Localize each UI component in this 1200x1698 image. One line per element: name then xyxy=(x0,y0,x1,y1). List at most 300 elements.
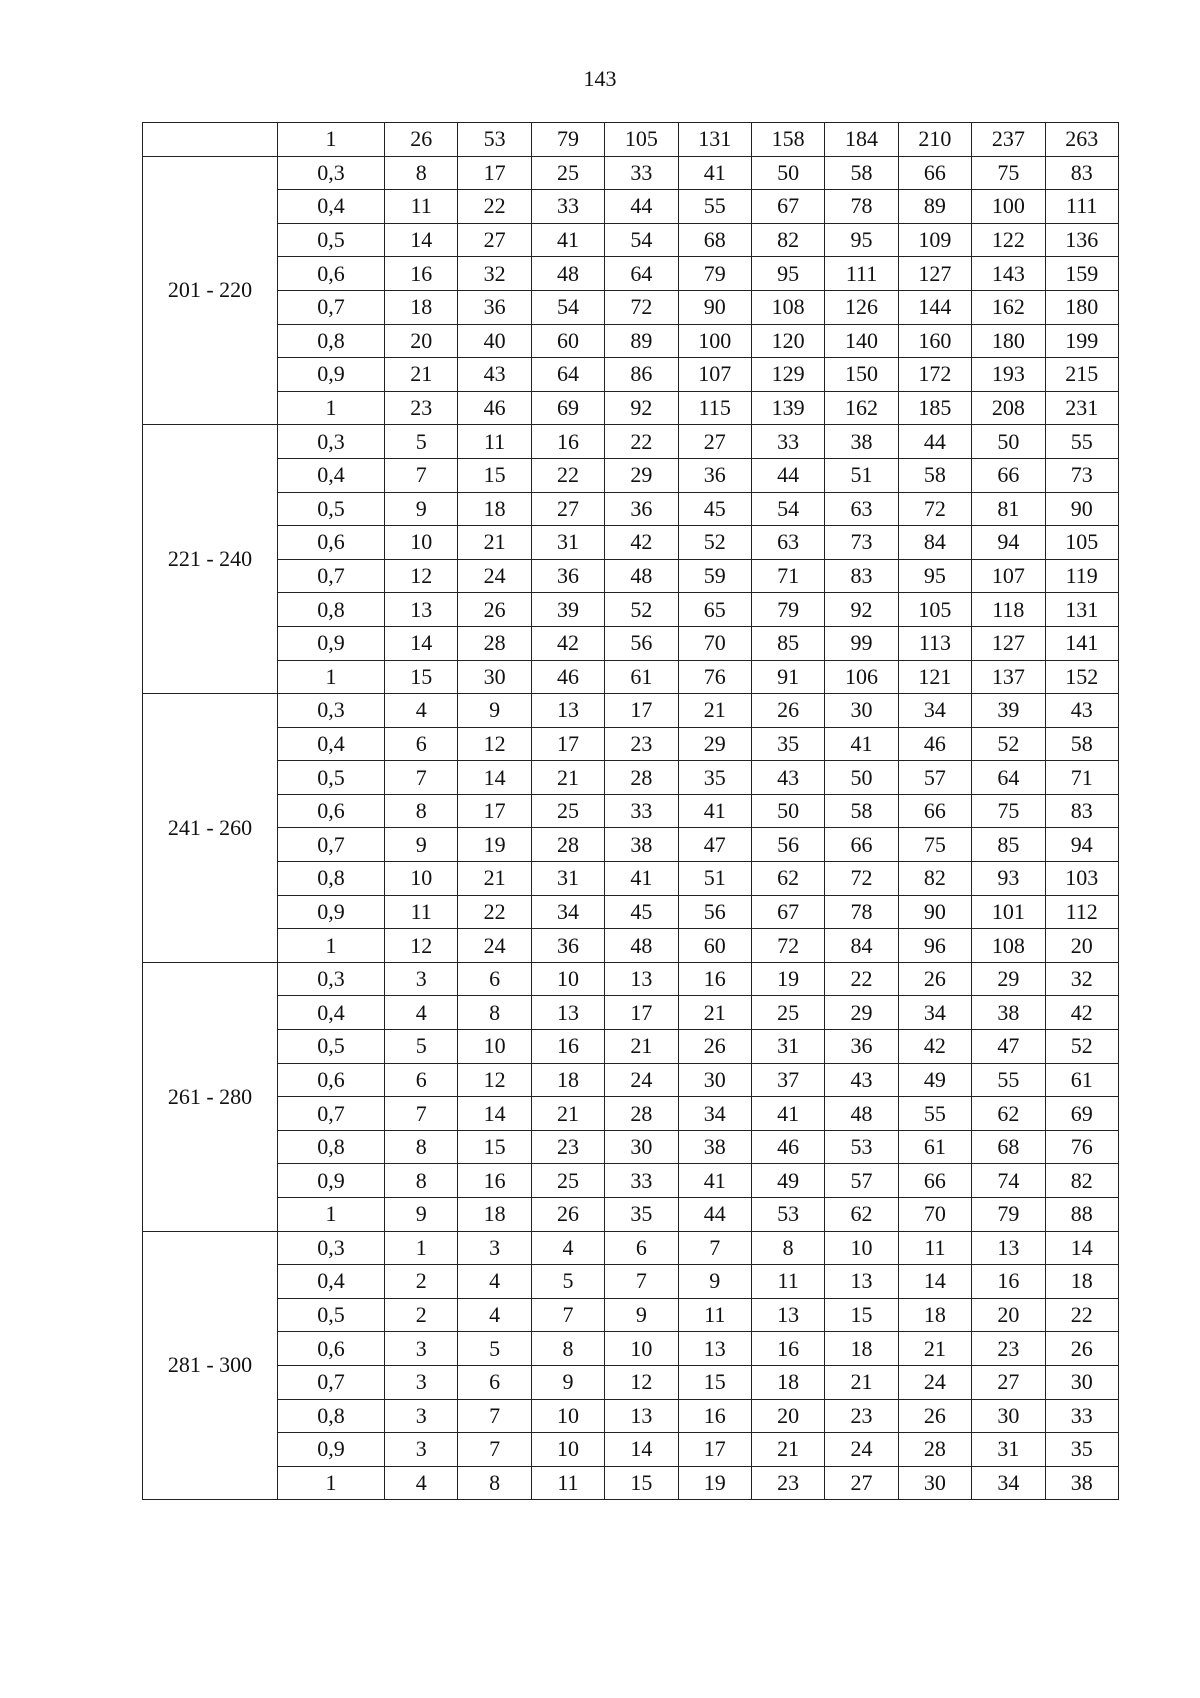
value-cell: 115 xyxy=(678,391,751,425)
value-cell: 76 xyxy=(678,660,751,694)
value-cell: 3 xyxy=(385,1399,458,1433)
value-cell: 10 xyxy=(531,962,604,996)
table-row xyxy=(143,1097,1119,1131)
value-cell: 11 xyxy=(898,1231,971,1265)
value-cell: 95 xyxy=(825,223,898,257)
table-row xyxy=(143,559,1119,593)
value-cell: 42 xyxy=(898,1030,971,1064)
value-cell: 4 xyxy=(458,1265,531,1299)
value-cell: 21 xyxy=(458,526,531,560)
value-cell: 39 xyxy=(972,694,1045,728)
value-cell: 21 xyxy=(678,996,751,1030)
value-cell: 34 xyxy=(898,694,971,728)
value-cell: 34 xyxy=(972,1466,1045,1500)
value-cell: 16 xyxy=(678,962,751,996)
value-cell: 90 xyxy=(1045,492,1118,526)
value-cell: 72 xyxy=(751,929,824,963)
coefficient-cell: 0,7 xyxy=(278,559,385,593)
value-cell: 111 xyxy=(1045,190,1118,224)
value-cell: 52 xyxy=(605,593,678,627)
value-cell: 24 xyxy=(605,1063,678,1097)
value-cell: 66 xyxy=(898,794,971,828)
value-cell: 20 xyxy=(385,324,458,358)
value-cell: 5 xyxy=(385,1030,458,1064)
value-cell: 10 xyxy=(605,1332,678,1366)
table-row xyxy=(143,1298,1119,1332)
coefficient-cell: 0,3 xyxy=(278,962,385,996)
value-cell: 94 xyxy=(1045,828,1118,862)
value-cell: 25 xyxy=(531,794,604,828)
value-cell: 66 xyxy=(972,458,1045,492)
value-cell: 27 xyxy=(825,1466,898,1500)
value-cell: 75 xyxy=(972,156,1045,190)
value-cell: 30 xyxy=(605,1130,678,1164)
value-cell: 61 xyxy=(898,1130,971,1164)
value-cell: 150 xyxy=(825,358,898,392)
value-cell: 72 xyxy=(825,862,898,896)
value-cell: 12 xyxy=(458,1063,531,1097)
value-cell: 10 xyxy=(458,1030,531,1064)
value-cell: 5 xyxy=(385,425,458,459)
value-cell: 62 xyxy=(825,1198,898,1232)
value-cell: 30 xyxy=(825,694,898,728)
value-cell: 172 xyxy=(898,358,971,392)
value-cell: 17 xyxy=(531,727,604,761)
value-cell: 78 xyxy=(825,895,898,929)
value-cell: 14 xyxy=(1045,1231,1118,1265)
value-cell: 47 xyxy=(972,1030,1045,1064)
table-row xyxy=(143,761,1119,795)
value-cell: 16 xyxy=(531,425,604,459)
table-row xyxy=(143,1030,1119,1064)
value-cell: 42 xyxy=(605,526,678,560)
value-cell: 15 xyxy=(678,1365,751,1399)
value-cell: 112 xyxy=(1045,895,1118,929)
value-cell: 46 xyxy=(458,391,531,425)
value-cell: 105 xyxy=(898,593,971,627)
value-cell: 28 xyxy=(605,761,678,795)
value-cell: 95 xyxy=(898,559,971,593)
value-cell: 13 xyxy=(605,962,678,996)
table-row xyxy=(143,1231,1119,1265)
table-row xyxy=(143,156,1119,190)
value-cell: 28 xyxy=(605,1097,678,1131)
value-cell: 3 xyxy=(458,1231,531,1265)
value-cell: 13 xyxy=(531,996,604,1030)
value-cell: 85 xyxy=(751,626,824,660)
value-cell: 81 xyxy=(972,492,1045,526)
table-row xyxy=(143,1063,1119,1097)
coefficient-cell: 0,8 xyxy=(278,1399,385,1433)
header-cell: 53 xyxy=(458,123,531,157)
value-cell: 64 xyxy=(531,358,604,392)
value-cell: 100 xyxy=(972,190,1045,224)
value-cell: 43 xyxy=(458,358,531,392)
value-cell: 83 xyxy=(825,559,898,593)
value-cell: 18 xyxy=(1045,1265,1118,1299)
value-cell: 11 xyxy=(385,190,458,224)
value-cell: 28 xyxy=(898,1433,971,1467)
value-cell: 49 xyxy=(751,1164,824,1198)
value-cell: 68 xyxy=(678,223,751,257)
value-cell: 127 xyxy=(898,257,971,291)
table-row xyxy=(143,1399,1119,1433)
value-cell: 96 xyxy=(898,929,971,963)
value-cell: 49 xyxy=(898,1063,971,1097)
table-row xyxy=(143,458,1119,492)
value-cell: 10 xyxy=(531,1433,604,1467)
coefficient-cell: 0,6 xyxy=(278,1332,385,1366)
value-cell: 78 xyxy=(825,190,898,224)
table-body xyxy=(143,123,1119,1500)
value-cell: 27 xyxy=(972,1365,1045,1399)
coefficient-cell: 0,7 xyxy=(278,290,385,324)
value-cell: 15 xyxy=(825,1298,898,1332)
value-cell: 9 xyxy=(385,828,458,862)
value-cell: 48 xyxy=(531,257,604,291)
value-cell: 44 xyxy=(605,190,678,224)
header-cell: 263 xyxy=(1045,123,1118,157)
value-cell: 144 xyxy=(898,290,971,324)
value-cell: 17 xyxy=(458,794,531,828)
value-cell: 89 xyxy=(605,324,678,358)
value-cell: 35 xyxy=(751,727,824,761)
value-cell: 46 xyxy=(751,1130,824,1164)
value-cell: 4 xyxy=(385,1466,458,1500)
coefficient-cell: 0,7 xyxy=(278,828,385,862)
value-cell: 23 xyxy=(825,1399,898,1433)
value-cell: 101 xyxy=(972,895,1045,929)
value-cell: 162 xyxy=(825,391,898,425)
value-cell: 38 xyxy=(972,996,1045,1030)
coefficient-cell: 0,9 xyxy=(278,895,385,929)
value-cell: 48 xyxy=(605,559,678,593)
value-cell: 6 xyxy=(458,1365,531,1399)
coefficient-cell: 0,8 xyxy=(278,862,385,896)
coefficient-cell: 0,7 xyxy=(278,1097,385,1131)
header-cell: 210 xyxy=(898,123,971,157)
value-cell: 8 xyxy=(531,1332,604,1366)
value-cell: 50 xyxy=(751,794,824,828)
value-cell: 56 xyxy=(605,626,678,660)
value-cell: 108 xyxy=(751,290,824,324)
value-cell: 105 xyxy=(1045,526,1118,560)
value-cell: 21 xyxy=(751,1433,824,1467)
value-cell: 17 xyxy=(605,996,678,1030)
value-cell: 122 xyxy=(972,223,1045,257)
coefficient-cell: 0,5 xyxy=(278,761,385,795)
value-cell: 33 xyxy=(605,794,678,828)
coefficient-cell: 0,3 xyxy=(278,694,385,728)
value-cell: 127 xyxy=(972,626,1045,660)
coefficient-cell: 0,7 xyxy=(278,1365,385,1399)
value-cell: 8 xyxy=(385,794,458,828)
value-cell: 43 xyxy=(1045,694,1118,728)
value-cell: 37 xyxy=(751,1063,824,1097)
value-cell: 18 xyxy=(458,492,531,526)
value-cell: 14 xyxy=(458,761,531,795)
value-cell: 26 xyxy=(898,962,971,996)
value-cell: 21 xyxy=(605,1030,678,1064)
table-row xyxy=(143,828,1119,862)
value-cell: 64 xyxy=(972,761,1045,795)
value-cell: 92 xyxy=(605,391,678,425)
value-cell: 9 xyxy=(678,1265,751,1299)
value-cell: 52 xyxy=(972,727,1045,761)
value-cell: 136 xyxy=(1045,223,1118,257)
coefficient-cell: 1 xyxy=(278,1198,385,1232)
value-cell: 21 xyxy=(458,862,531,896)
value-cell: 27 xyxy=(531,492,604,526)
value-cell: 113 xyxy=(898,626,971,660)
value-cell: 199 xyxy=(1045,324,1118,358)
value-cell: 21 xyxy=(531,1097,604,1131)
value-cell: 14 xyxy=(898,1265,971,1299)
value-cell: 11 xyxy=(531,1466,604,1500)
value-cell: 89 xyxy=(898,190,971,224)
value-cell: 10 xyxy=(531,1399,604,1433)
value-cell: 18 xyxy=(898,1298,971,1332)
value-cell: 29 xyxy=(825,996,898,1030)
value-cell: 16 xyxy=(678,1399,751,1433)
value-cell: 36 xyxy=(678,458,751,492)
value-cell: 36 xyxy=(605,492,678,526)
value-cell: 26 xyxy=(1045,1332,1118,1366)
header-cell: 184 xyxy=(825,123,898,157)
value-cell: 13 xyxy=(385,593,458,627)
value-cell: 59 xyxy=(678,559,751,593)
value-cell: 23 xyxy=(751,1466,824,1500)
value-cell: 63 xyxy=(825,492,898,526)
header-row xyxy=(143,123,1119,157)
value-cell: 63 xyxy=(751,526,824,560)
table-row xyxy=(143,526,1119,560)
value-cell: 16 xyxy=(751,1332,824,1366)
value-cell: 42 xyxy=(1045,996,1118,1030)
value-cell: 33 xyxy=(751,425,824,459)
value-cell: 45 xyxy=(678,492,751,526)
value-cell: 90 xyxy=(678,290,751,324)
table-row xyxy=(143,626,1119,660)
table-row xyxy=(143,996,1119,1030)
value-cell: 109 xyxy=(898,223,971,257)
coefficient-cell: 0,4 xyxy=(278,458,385,492)
value-cell: 38 xyxy=(1045,1466,1118,1500)
header-cell: 158 xyxy=(751,123,824,157)
header-cell: 237 xyxy=(972,123,1045,157)
value-cell: 34 xyxy=(531,895,604,929)
value-cell: 44 xyxy=(678,1198,751,1232)
value-cell: 7 xyxy=(531,1298,604,1332)
value-cell: 29 xyxy=(678,727,751,761)
value-cell: 34 xyxy=(898,996,971,1030)
value-cell: 24 xyxy=(458,559,531,593)
coefficient-cell: 1 xyxy=(278,929,385,963)
value-cell: 36 xyxy=(531,559,604,593)
coefficient-cell: 0,6 xyxy=(278,257,385,291)
coefficient-cell: 0,3 xyxy=(278,425,385,459)
value-cell: 34 xyxy=(678,1097,751,1131)
value-cell: 160 xyxy=(898,324,971,358)
table-row xyxy=(143,1332,1119,1366)
value-cell: 9 xyxy=(458,694,531,728)
value-cell: 3 xyxy=(385,962,458,996)
value-cell: 7 xyxy=(385,761,458,795)
value-cell: 8 xyxy=(458,1466,531,1500)
value-cell: 88 xyxy=(1045,1198,1118,1232)
group-label-cell: 281 - 300 xyxy=(143,1231,278,1500)
value-cell: 5 xyxy=(458,1332,531,1366)
value-cell: 15 xyxy=(605,1466,678,1500)
value-cell: 53 xyxy=(825,1130,898,1164)
value-cell: 41 xyxy=(751,1097,824,1131)
value-cell: 55 xyxy=(898,1097,971,1131)
value-cell: 69 xyxy=(1045,1097,1118,1131)
value-cell: 58 xyxy=(825,794,898,828)
value-cell: 45 xyxy=(605,895,678,929)
value-cell: 9 xyxy=(531,1365,604,1399)
value-cell: 55 xyxy=(972,1063,1045,1097)
value-cell: 30 xyxy=(972,1399,1045,1433)
value-cell: 7 xyxy=(385,458,458,492)
header-cell: 105 xyxy=(605,123,678,157)
value-cell: 22 xyxy=(605,425,678,459)
value-cell: 17 xyxy=(605,694,678,728)
value-cell: 86 xyxy=(605,358,678,392)
value-cell: 10 xyxy=(385,862,458,896)
value-cell: 50 xyxy=(972,425,1045,459)
value-cell: 64 xyxy=(605,257,678,291)
value-cell: 92 xyxy=(825,593,898,627)
value-cell: 8 xyxy=(385,1130,458,1164)
value-cell: 137 xyxy=(972,660,1045,694)
value-cell: 31 xyxy=(531,526,604,560)
value-cell: 66 xyxy=(825,828,898,862)
value-cell: 5 xyxy=(531,1265,604,1299)
table-row xyxy=(143,1265,1119,1299)
value-cell: 33 xyxy=(605,1164,678,1198)
value-cell: 16 xyxy=(385,257,458,291)
value-cell: 14 xyxy=(385,223,458,257)
table-row xyxy=(143,862,1119,896)
value-cell: 11 xyxy=(385,895,458,929)
coefficient-cell: 0,8 xyxy=(278,324,385,358)
value-cell: 84 xyxy=(898,526,971,560)
value-cell: 46 xyxy=(531,660,604,694)
coefficient-cell: 0,4 xyxy=(278,190,385,224)
coefficient-cell: 0,9 xyxy=(278,626,385,660)
value-cell: 29 xyxy=(605,458,678,492)
value-cell: 25 xyxy=(531,1164,604,1198)
coefficient-cell: 0,5 xyxy=(278,1030,385,1064)
value-cell: 208 xyxy=(972,391,1045,425)
value-cell: 152 xyxy=(1045,660,1118,694)
value-cell: 139 xyxy=(751,391,824,425)
value-cell: 129 xyxy=(751,358,824,392)
value-cell: 67 xyxy=(751,190,824,224)
value-cell: 33 xyxy=(531,190,604,224)
value-cell: 72 xyxy=(605,290,678,324)
value-cell: 39 xyxy=(531,593,604,627)
value-cell: 73 xyxy=(825,526,898,560)
value-cell: 12 xyxy=(605,1365,678,1399)
value-cell: 58 xyxy=(825,156,898,190)
table-row xyxy=(143,593,1119,627)
value-cell: 33 xyxy=(605,156,678,190)
value-cell: 19 xyxy=(751,962,824,996)
value-cell: 52 xyxy=(1045,1030,1118,1064)
table-row xyxy=(143,290,1119,324)
coefficient-cell: 0,8 xyxy=(278,593,385,627)
value-cell: 13 xyxy=(825,1265,898,1299)
value-cell: 38 xyxy=(605,828,678,862)
table-row xyxy=(143,895,1119,929)
value-cell: 70 xyxy=(678,626,751,660)
table-row xyxy=(143,190,1119,224)
value-cell: 9 xyxy=(385,492,458,526)
value-cell: 44 xyxy=(898,425,971,459)
value-cell: 41 xyxy=(678,1164,751,1198)
table-row xyxy=(143,727,1119,761)
header-cell: 1 xyxy=(278,123,385,157)
value-cell: 83 xyxy=(1045,794,1118,828)
value-cell: 100 xyxy=(678,324,751,358)
value-cell: 82 xyxy=(898,862,971,896)
value-cell: 14 xyxy=(458,1097,531,1131)
value-cell: 32 xyxy=(458,257,531,291)
value-cell: 13 xyxy=(531,694,604,728)
value-cell: 4 xyxy=(385,996,458,1030)
table-row xyxy=(143,1433,1119,1467)
coefficient-cell: 0,9 xyxy=(278,358,385,392)
value-cell: 18 xyxy=(385,290,458,324)
value-cell: 118 xyxy=(972,593,1045,627)
value-cell: 16 xyxy=(458,1164,531,1198)
value-cell: 40 xyxy=(458,324,531,358)
value-cell: 18 xyxy=(458,1198,531,1232)
value-cell: 56 xyxy=(678,895,751,929)
value-cell: 46 xyxy=(898,727,971,761)
value-cell: 91 xyxy=(751,660,824,694)
value-cell: 82 xyxy=(751,223,824,257)
value-cell: 60 xyxy=(678,929,751,963)
value-cell: 121 xyxy=(898,660,971,694)
value-cell: 8 xyxy=(458,996,531,1030)
group-label-cell: 201 - 220 xyxy=(143,156,278,425)
value-cell: 62 xyxy=(972,1097,1045,1131)
value-cell: 41 xyxy=(678,156,751,190)
value-cell: 57 xyxy=(825,1164,898,1198)
value-cell: 43 xyxy=(825,1063,898,1097)
value-cell: 74 xyxy=(972,1164,1045,1198)
value-cell: 42 xyxy=(531,626,604,660)
value-cell: 19 xyxy=(458,828,531,862)
value-cell: 41 xyxy=(678,794,751,828)
value-cell: 27 xyxy=(458,223,531,257)
value-cell: 20 xyxy=(751,1399,824,1433)
value-cell: 69 xyxy=(531,391,604,425)
coefficient-cell: 0,3 xyxy=(278,1231,385,1265)
value-cell: 8 xyxy=(385,156,458,190)
value-cell: 79 xyxy=(972,1198,1045,1232)
value-cell: 23 xyxy=(972,1332,1045,1366)
value-cell: 30 xyxy=(1045,1365,1118,1399)
value-cell: 159 xyxy=(1045,257,1118,291)
value-cell: 6 xyxy=(458,962,531,996)
value-cell: 143 xyxy=(972,257,1045,291)
value-cell: 17 xyxy=(678,1433,751,1467)
value-cell: 83 xyxy=(1045,156,1118,190)
